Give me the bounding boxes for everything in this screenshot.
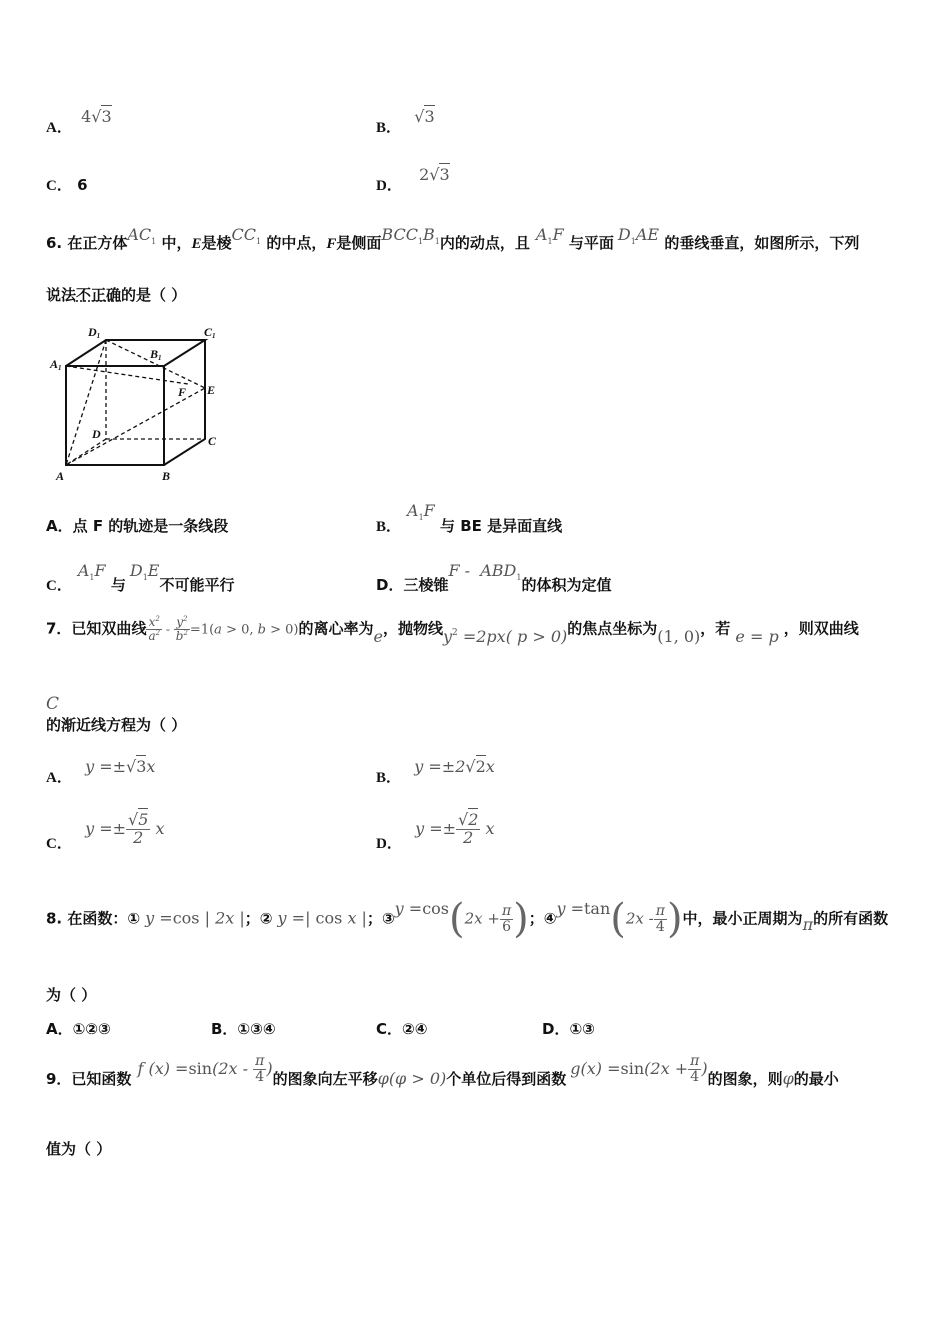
q8-text: ；④ bbox=[528, 909, 557, 928]
question-7-stem-line2 bbox=[46, 694, 186, 735]
cube-top-face bbox=[66, 340, 205, 366]
math-focus: (1, 0) bbox=[657, 626, 701, 646]
math-BCC1B1: $BCC_1B_1$ bbox=[381, 225, 440, 246]
q7-option-a bbox=[46, 756, 156, 786]
cube-right-edges bbox=[164, 340, 205, 465]
q6-text: 的垂线垂直，如图所示，下列 bbox=[664, 234, 860, 252]
q9-text: 个单位后得到函数 bbox=[446, 1069, 567, 1088]
math-f3: y =cos bbox=[394, 898, 449, 918]
option-label: B． bbox=[376, 519, 402, 535]
q6-option-a bbox=[46, 515, 228, 536]
option-text: 不可能平行 bbox=[159, 576, 235, 594]
option-value: y =±√3x bbox=[85, 757, 156, 776]
q6-text: 的是（ ） bbox=[121, 286, 187, 304]
math-CC1: $CC_1$ bbox=[231, 225, 262, 246]
q6-text: 内的动点，且 bbox=[439, 234, 530, 252]
q9-text: 9．已知函数 bbox=[46, 1069, 132, 1088]
math-x2-a2: $\frac{x^2}{a^2}$ bbox=[148, 615, 161, 643]
option-value: y =± $\frac{√2}{2}$ x bbox=[415, 810, 495, 847]
math-hyperbola-cond: =1(a > 0, b > 0) bbox=[189, 622, 299, 638]
q6-emphasis: 不正确 bbox=[76, 286, 122, 304]
label-c1: C1 bbox=[204, 325, 216, 340]
q8-text: 8. 在函数：① bbox=[46, 909, 141, 928]
option-text: A．点 F 的轨迹是一条线段 bbox=[46, 517, 229, 535]
q6-option-d bbox=[376, 560, 612, 594]
q6-text: 说法 bbox=[46, 286, 77, 304]
option-text: C．②④ bbox=[376, 1020, 428, 1038]
option-text: D．三棱锥 bbox=[376, 576, 449, 594]
label-a1: A1 bbox=[50, 357, 62, 372]
option-label: A． bbox=[46, 120, 72, 136]
math-C: C bbox=[46, 694, 60, 714]
math-F-ABD1: F - $ABD_1$ bbox=[448, 561, 522, 582]
question-8-stem-line2 bbox=[46, 984, 96, 1005]
math-f4: y =tan bbox=[556, 898, 611, 918]
math-D1E: $D_1E$ bbox=[129, 561, 160, 582]
hidden-lines bbox=[66, 340, 205, 465]
math-e-eq-p: e = p bbox=[730, 626, 784, 646]
label-a: A bbox=[56, 469, 65, 483]
option-value: 2√3 bbox=[419, 165, 450, 184]
q7-text: 7．已知双曲线 bbox=[46, 619, 147, 638]
q7-text: ，若 bbox=[700, 619, 731, 638]
math-A1F: $A_1F$ bbox=[535, 225, 564, 246]
option-value: 4√3 bbox=[81, 107, 112, 126]
q8-option-a bbox=[46, 1018, 111, 1039]
math-pi: π bbox=[802, 914, 814, 934]
q5-option-d bbox=[376, 164, 450, 194]
option-label: A． bbox=[46, 770, 72, 786]
math-A1F: $A_1F$ bbox=[77, 561, 106, 582]
option-value: 6 bbox=[77, 176, 88, 194]
q6-option-b bbox=[376, 500, 563, 535]
q8-text: ；③ bbox=[366, 909, 395, 928]
math-phi-cond: φ(φ > 0) bbox=[377, 1068, 447, 1088]
q8-text: 的所有函数 bbox=[813, 909, 889, 928]
question-6-stem bbox=[46, 224, 908, 252]
q7-option-d bbox=[376, 810, 495, 852]
label-b1: B1 bbox=[150, 347, 162, 362]
q6-option-c bbox=[46, 560, 235, 594]
q6-text: 是侧面 bbox=[336, 234, 382, 252]
q7-text: 的焦点坐标为 bbox=[567, 619, 658, 638]
q6-text: 是棱 bbox=[201, 234, 232, 252]
q5-option-b bbox=[376, 106, 435, 136]
question-9-stem bbox=[46, 1053, 908, 1088]
option-value: y =±2√2x bbox=[414, 757, 495, 776]
q6-text: 的中点， bbox=[266, 234, 327, 252]
q9-text: 的最小 bbox=[793, 1069, 839, 1088]
q6-var-f: F bbox=[326, 236, 337, 252]
q6-text: 中， bbox=[161, 234, 192, 252]
q9-text: 值为（ ） bbox=[46, 1140, 112, 1158]
q8-option-b bbox=[211, 1018, 276, 1039]
q6-prefix: 6. 在正方体 bbox=[46, 234, 128, 252]
math-y2-b2: $\frac{y^2}{b^2}$ bbox=[175, 615, 188, 643]
math-phi: φ bbox=[782, 1068, 794, 1088]
cube-front-face bbox=[66, 366, 164, 465]
q6-var-e: E bbox=[191, 236, 202, 252]
q7-text: 的离心率为 bbox=[298, 619, 374, 638]
q7-text: ，抛物线 bbox=[382, 619, 443, 638]
q7-text: 的渐近线方程为（ ） bbox=[46, 716, 187, 734]
q8-text: ；② bbox=[244, 909, 273, 928]
question-7-stem: 7．已知双曲线 $\frac{x^2}{a^2}$ - $\frac{y^2}{b^2}$ =1(a > 0, b > 0)的离心率为e，抛物线$y^2 =2px$( p > 0)的焦点坐标为(1, 0)，若 e = p ，则双曲线 bbox=[46, 615, 859, 646]
q7-option-b bbox=[376, 756, 495, 786]
q7-text: ，则双曲线 bbox=[783, 619, 859, 638]
option-label: C． bbox=[46, 835, 72, 852]
option-label: B． bbox=[376, 120, 402, 136]
option-label: B． bbox=[376, 770, 402, 786]
math-AC1: $AC_1$ bbox=[127, 225, 157, 246]
q5-option-a bbox=[46, 106, 112, 136]
q6-text: 与平面 bbox=[568, 234, 614, 252]
option-label: C． bbox=[46, 178, 72, 194]
label-c: C bbox=[208, 434, 217, 448]
label-f: F bbox=[178, 385, 187, 399]
math-D1AE: $D_1AE$ bbox=[617, 225, 660, 246]
option-value: √3 bbox=[414, 107, 435, 126]
label-e: E bbox=[207, 383, 216, 397]
question-9-stem-line2 bbox=[46, 1138, 111, 1159]
question-6-stem-line2 bbox=[46, 284, 186, 305]
math-parabola: $y^2 =2px$( p > 0) bbox=[442, 626, 568, 646]
option-text: 与 BE 是异面直线 bbox=[440, 517, 563, 535]
option-text: A．①②③ bbox=[46, 1020, 111, 1038]
q9-text: 的图象，则 bbox=[707, 1069, 783, 1088]
q7-option-c bbox=[46, 810, 165, 852]
option-label: D． bbox=[376, 835, 402, 852]
label-b: B bbox=[162, 469, 171, 483]
label-d: D bbox=[92, 427, 101, 441]
q9-text: 的图象向左平移 bbox=[272, 1069, 378, 1088]
question-8-stem: 8. 在函数：① y =cos | 2x |；② y =| cos x |；③y =cos(2x + $\frac{\pi}{6}$ )；④y =tan(2x - $\frac{\pi}{4}$ )中，最小正周期为π的所有函数 bbox=[46, 896, 889, 942]
option-text: D．①③ bbox=[542, 1020, 595, 1038]
option-label: C． bbox=[46, 578, 72, 594]
math-f2: y =| cos x | bbox=[272, 908, 367, 928]
q8-option-c bbox=[376, 1018, 427, 1039]
q5-option-c bbox=[46, 174, 88, 195]
label-d1: D1 bbox=[88, 325, 101, 340]
option-text: 与 bbox=[110, 576, 126, 594]
option-value: y =± $\frac{√5}{2}$ x bbox=[85, 810, 165, 847]
q8-text: 中，最小正周期为 bbox=[682, 909, 803, 928]
math-f1: y =cos | 2x | bbox=[140, 908, 245, 928]
cube-figure bbox=[48, 322, 228, 484]
q8-option-d bbox=[542, 1018, 595, 1039]
option-text: B．①③④ bbox=[211, 1020, 276, 1038]
math-gx: g(x) =sin(2x + $\frac{\pi}{4}$ ) bbox=[570, 1053, 708, 1085]
math-A1F: $A_1F$ bbox=[407, 501, 435, 522]
q8-text: 为（ ） bbox=[46, 986, 97, 1004]
math-fx: f (x) =sin(2x - $\frac{\pi}{4}$ ) bbox=[137, 1053, 273, 1085]
math-e: e bbox=[373, 626, 383, 646]
option-label: D． bbox=[376, 178, 402, 194]
option-text: 的体积为定值 bbox=[521, 576, 612, 594]
